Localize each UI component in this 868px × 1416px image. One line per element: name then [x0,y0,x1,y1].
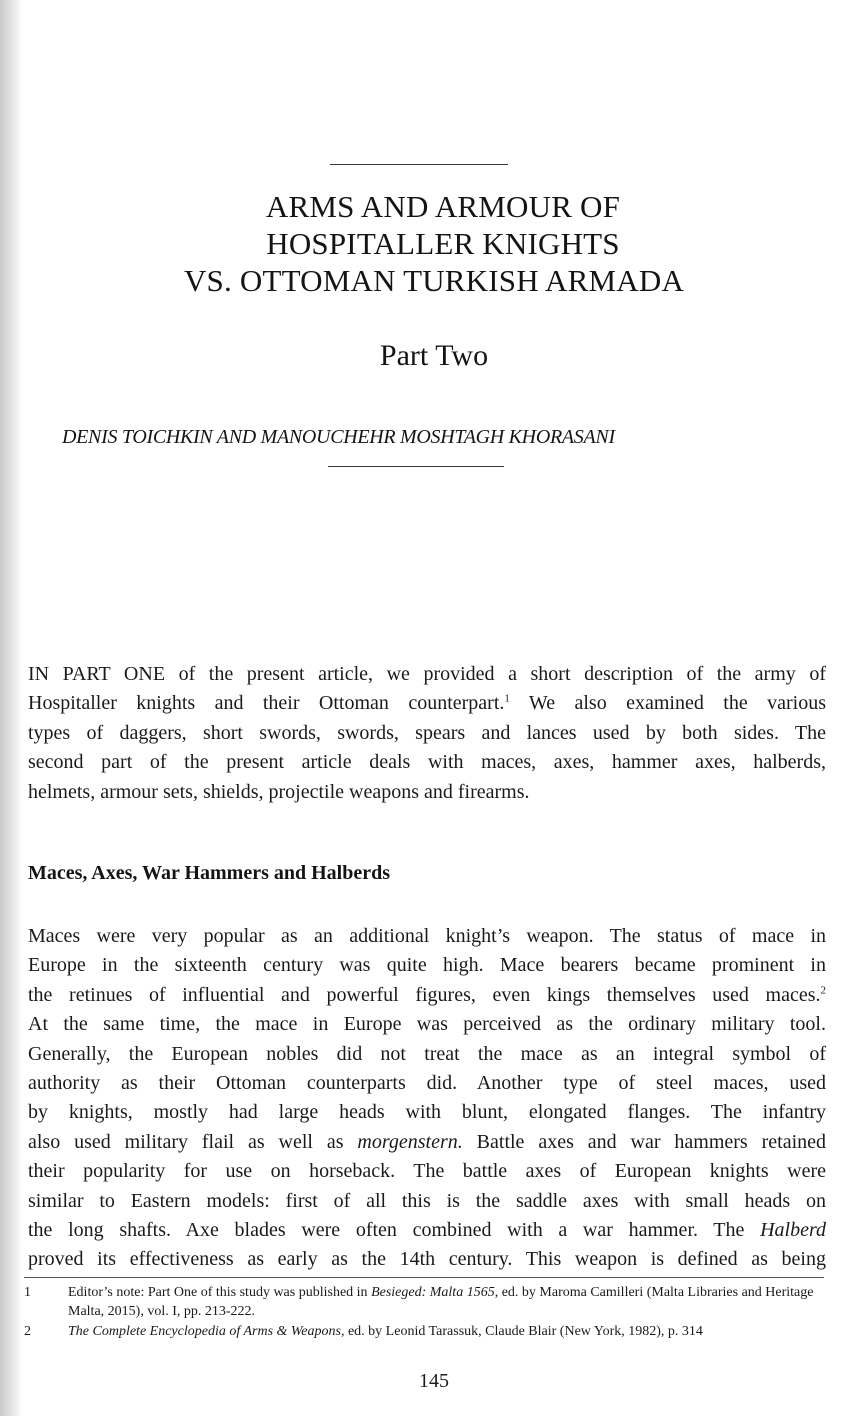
body-line-9: their popularity for use on horseback. The battle axes of European knights were [28,1160,826,1183]
section-heading: Maces, Axes, War Hammers and Halberds [28,862,391,884]
body-line-4: At the same time, the mace in Europe was perceived as the ordinary military tool. [28,1013,826,1036]
footnote-separator [24,1277,824,1278]
intro-paragraph [28,660,826,807]
intro-line-5: helmets, armour sets, shields, projectile weapons and firearms. [28,780,530,803]
body-line-8: also used military flail as well as morgenstern. Battle axes and war hammers retained [28,1130,826,1153]
section-paragraph [28,922,826,1275]
body-line-11: the long shafts. Axe blades were often combined with a war hammer. The Halberd [28,1219,826,1242]
title-line-1: ARMS AND ARMOUR OF [265,189,621,224]
body-line-3: the retinues of influential and powerful figures, even kings themselves used maces.$^2$ [28,983,826,1006]
body-line-1: Maces were very popular as an additional knight’s weapon. The status of mace in [28,925,826,947]
title-line-2: HOSPITALLER KNIGHTS [266,226,620,261]
article-title [0,188,868,299]
intro-line-3: types of daggers, short swords, swords, spears and lances used by both sides. The [28,721,826,744]
body-line-10: similar to Eastern models: first of all this is the saddle axes with small heads on [28,1189,826,1212]
footnote-text: The Complete Encyclopedia of Arms & Weapons, ed. by Leonid Tarassuk, Claude Blair (New York, 1982), p. 314 [68,1324,703,1339]
body-line-6: authority as their Ottoman counterparts did. Another type of steel maces, used [28,1072,826,1095]
footnote-ref-2[interactable]: 2 [820,984,826,997]
footnote-ref-1[interactable]: 1 [504,692,510,705]
page-number: 145 [419,1370,449,1392]
body-line-2: Europe in the sixteenth century was quite high. Mace bearers became prominent in [28,954,826,977]
footnote-text: Editor’s note: Part One of this study was published in Besieged: Malta 1565, ed. by Maroma Camilleri (Malta Libraries and Heritage Malta, 2015), vol. I, pp. 213-222. [68,1285,814,1319]
body-line-12: proved its effectiveness as early as the 14th century. This weapon is defined as being [28,1248,826,1271]
article-subtitle: Part Two [379,339,489,372]
body-line-5: Generally, the European nobles did not treat the mace as an integral symbol of [28,1042,826,1065]
intro-line-1: IN PART ONE of the present article, we provided a short description of the army of [28,663,826,685]
intro-lead: IN PART ONE [28,663,166,685]
footnote-1 [24,1283,824,1321]
intro-line-4: second part of the present article deals with maces, axes, hammer axes, halberds, [28,751,826,774]
authors-bottom-rule [328,466,504,467]
title-line-3: VS. OTTOMAN TURKISH ARMADA [183,263,685,298]
title-top-rule [330,164,508,165]
intro-line-2: Hospitaller knights and their Ottoman counterpart.$^1$ We also examined the various [28,692,826,715]
footnotes [24,1283,824,1342]
body-line-7: by knights, mostly had large heads with blunt, elongated flanges. The infantry [28,1101,826,1124]
footnote-2 [24,1322,824,1341]
article-authors: DENIS TOICHKIN AND MANOUCHEHR MOSHTAGH KHORASANI [62,426,615,448]
term-halberd: Halberd [760,1219,826,1242]
footnote-number: 2 [24,1324,31,1339]
term-morgenstern: morgenstern. [357,1130,463,1153]
footnote-number: 1 [24,1285,31,1300]
